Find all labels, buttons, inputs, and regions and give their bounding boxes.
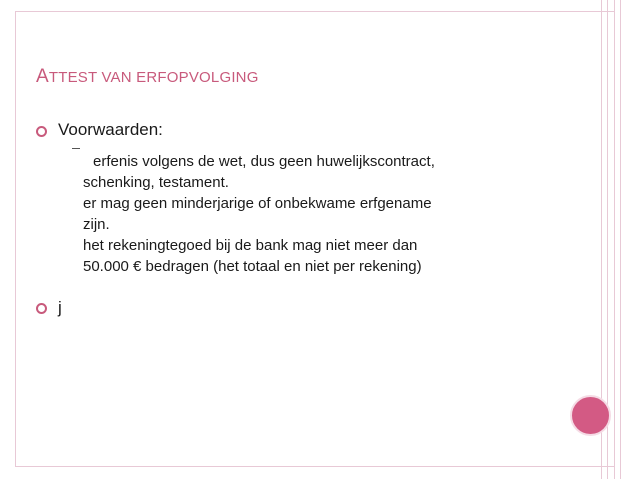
frame-right-line: [620, 0, 621, 479]
bullet-text: j: [58, 298, 62, 317]
ring-bullet-icon: [36, 303, 47, 314]
sub-bullet-line: zijn.: [83, 216, 110, 233]
sub-bullet-line: schenking, testament.: [83, 174, 229, 191]
title-initial: A: [36, 66, 49, 87]
sub-bullet-line: het rekeningtegoed bij de bank mag niet meer dan: [83, 237, 418, 254]
sub-bullet-line: 50.000 € bedragen (het totaal en niet per rekening): [83, 258, 422, 275]
bullet-text: Voorwaarden:: [58, 120, 163, 139]
ring-bullet-icon: [36, 126, 47, 137]
frame-top-line: [15, 11, 615, 12]
circle-decoration-icon: [570, 395, 611, 436]
frame-bottom-line: [15, 466, 615, 467]
frame-right-line: [614, 0, 615, 479]
sub-bullet-line: er mag geen minderjarige of onbekwame erfgename: [83, 195, 432, 212]
frame-left-line: [15, 11, 16, 467]
dash-icon: [72, 148, 80, 149]
slide-title: [36, 66, 259, 88]
title-rest: TTEST VAN ERFOPVOLGING: [48, 69, 259, 86]
sub-bullet-line: erfenis volgens de wet, dus geen huwelijkscontract,: [93, 153, 435, 170]
